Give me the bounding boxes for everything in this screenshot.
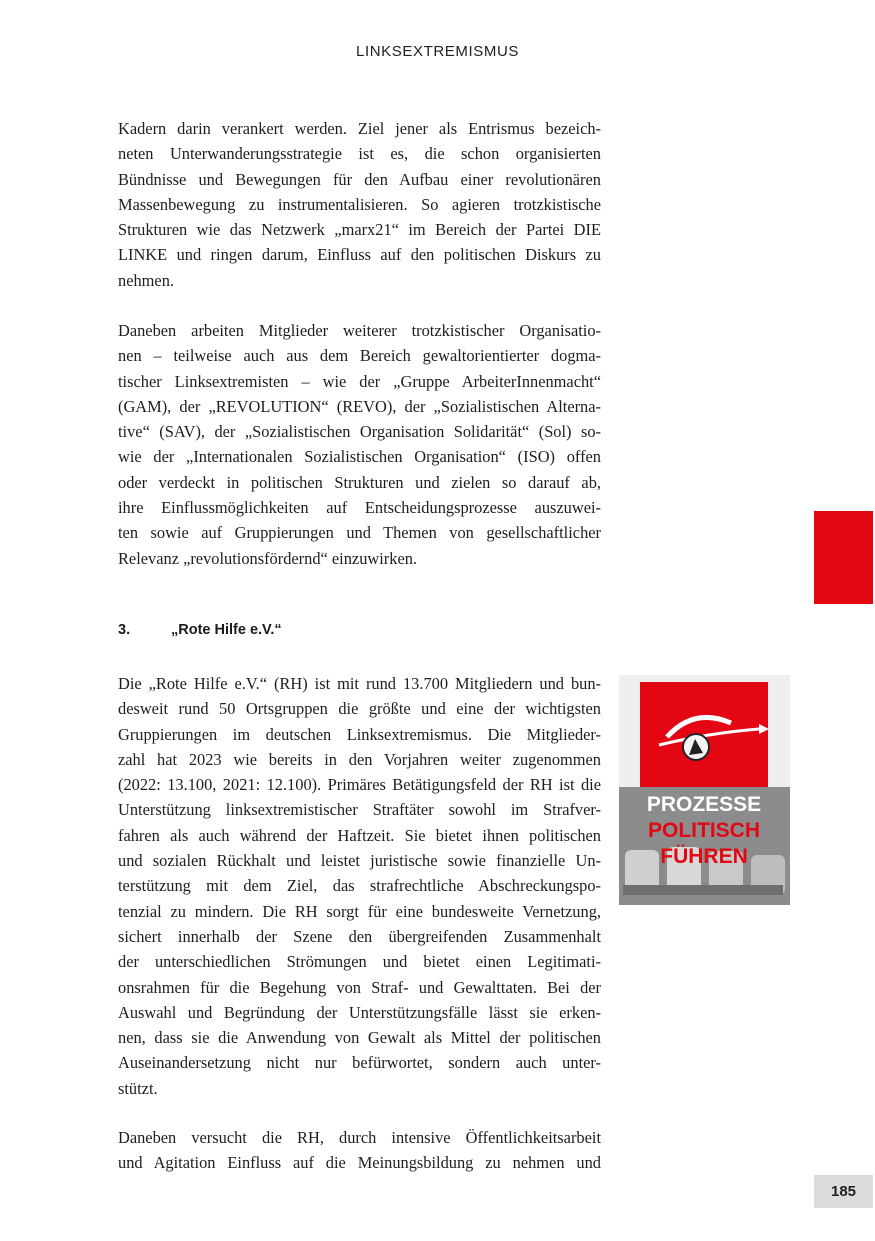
text-line: (2022: 13.100, 2021: 12.100). Primäres Betätigungsfeld der RH ist die bbox=[118, 775, 601, 795]
cover-title-line-3: FÜHREN bbox=[660, 845, 748, 868]
book-cover-image bbox=[619, 675, 790, 905]
text-line: Unterstützung linksextremistischer Straftäter sowohl im Strafver- bbox=[118, 800, 601, 820]
text-line: nehmen. bbox=[118, 270, 174, 290]
text-line: ten sowie auf Gruppierungen und Themen von gesellschaftlicher bbox=[118, 523, 601, 543]
text-line: Auswahl und Begründung der Unterstützungsfälle lässt sie erken- bbox=[118, 1002, 601, 1022]
text-line: zahl hat 2023 wie bereits in den Vorjahren weiter zugenommen bbox=[118, 749, 601, 769]
text-line: nen, dass sie die Anwendung von Gewalt als Mittel der politischen bbox=[118, 1028, 601, 1048]
cover-title-line-2: POLITISCH bbox=[647, 819, 761, 842]
text-line: ihre Einflussmöglichkeiten auf Entscheidungsprozesse auszuwei- bbox=[118, 498, 601, 518]
body-paragraph bbox=[118, 318, 601, 571]
text-line: (GAM), der „REVOLUTION“ (REVO), der „Sozialistischen Alterna- bbox=[118, 396, 601, 416]
running-title: LINKSEXTREMISMUS bbox=[356, 43, 519, 60]
text-line: nen – teilweise auch aus dem Bereich gewaltorientierter dogma- bbox=[118, 346, 601, 366]
text-line: Kadern darin verankert werden. Ziel jener als Entrismus bezeich- bbox=[118, 119, 601, 138]
text-line: sichert innerhalb der Szene den übergreifenden Zusammenhalt bbox=[118, 926, 601, 946]
body-paragraph bbox=[118, 1125, 601, 1176]
body-paragraph bbox=[118, 671, 601, 1101]
text-line: Daneben arbeiten Mitglieder weiterer trotzkistischer Organisatio- bbox=[118, 321, 601, 340]
page-number: 185 bbox=[814, 1175, 873, 1208]
text-line: Gruppierungen im deutschen Linksextremismus. Die Mitglieder- bbox=[118, 724, 601, 744]
text-line: Die „Rote Hilfe e.V.“ (RH) ist mit rund 13.700 Mitgliedern und bun- bbox=[118, 674, 601, 693]
text-line: Bündnisse und Bewegungen für den Aufbau einer revolutionären bbox=[118, 169, 601, 189]
text-line: und Agitation Einfluss auf die Meinungsbildung zu nehmen und bbox=[118, 1153, 601, 1173]
body-paragraph bbox=[118, 116, 601, 293]
section-heading bbox=[118, 622, 282, 638]
text-line: wie der „Internationalen Sozialistischen Organisation“ (ISO) offen bbox=[118, 447, 601, 467]
text-line: neten Unterwanderungsstrategie ist es, die schon organisierten bbox=[118, 144, 601, 164]
text-line: der unterschiedlichen Strömungen und bietet einen Legitimati- bbox=[118, 952, 601, 972]
text-line: stützt. bbox=[118, 1078, 158, 1098]
text-line: Strukturen wie das Netzwerk „marx21“ im Bereich der Partei DIE bbox=[118, 220, 601, 240]
chapter-side-tab bbox=[814, 511, 873, 604]
text-line: Relevanz „revolutionsfördernd“ einzuwirken. bbox=[118, 548, 418, 568]
text-line: oder verdeckt in politischen Strukturen und zielen so darauf ab, bbox=[118, 472, 601, 492]
text-line: Auseinandersetzung nicht nur befürwortet, sondern auch unter- bbox=[118, 1053, 601, 1073]
text-line: desweit rund 50 Ortsgruppen die größte und eine der wichtigsten bbox=[118, 699, 601, 719]
text-line: tischer Linksextremisten – wie der „Gruppe ArbeiterInnenmacht“ bbox=[118, 371, 601, 391]
text-line: fahren als auch während der Haftzeit. Sie bietet ihnen politischen bbox=[118, 825, 601, 845]
text-line: Daneben versucht die RH, durch intensive Öffentlichkeitsarbeit bbox=[118, 1128, 601, 1147]
text-line: LINKE und ringen darum, Einfluss auf den politischen Diskurs zu bbox=[118, 245, 601, 265]
text-line: tenzial zu mindern. Die RH sorgt für eine bundesweite Vernetzung, bbox=[118, 901, 601, 921]
section-number: 3. bbox=[118, 622, 131, 638]
text-line: Massenbewegung zu instrumentalisieren. So agieren trotzkistische bbox=[118, 194, 601, 214]
section-title: „Rote Hilfe e.V.“ bbox=[171, 622, 282, 638]
book-cover-artwork bbox=[619, 675, 790, 905]
text-line: tive“ (SAV), der „Sozialistischen Organisation Solidarität“ (Sol) so- bbox=[118, 422, 601, 442]
text-line: terstützung mit dem Ziel, das strafrechtliche Abschreckungspo- bbox=[118, 876, 601, 896]
text-line: und sozialen Rückhalt und leistet juristische sowie finanzielle Un- bbox=[118, 851, 601, 871]
text-line: onsrahmen für die Begehung von Straf- und Gewalttaten. Bei der bbox=[118, 977, 601, 997]
cover-title-line-1: PROZESSE bbox=[646, 793, 762, 816]
